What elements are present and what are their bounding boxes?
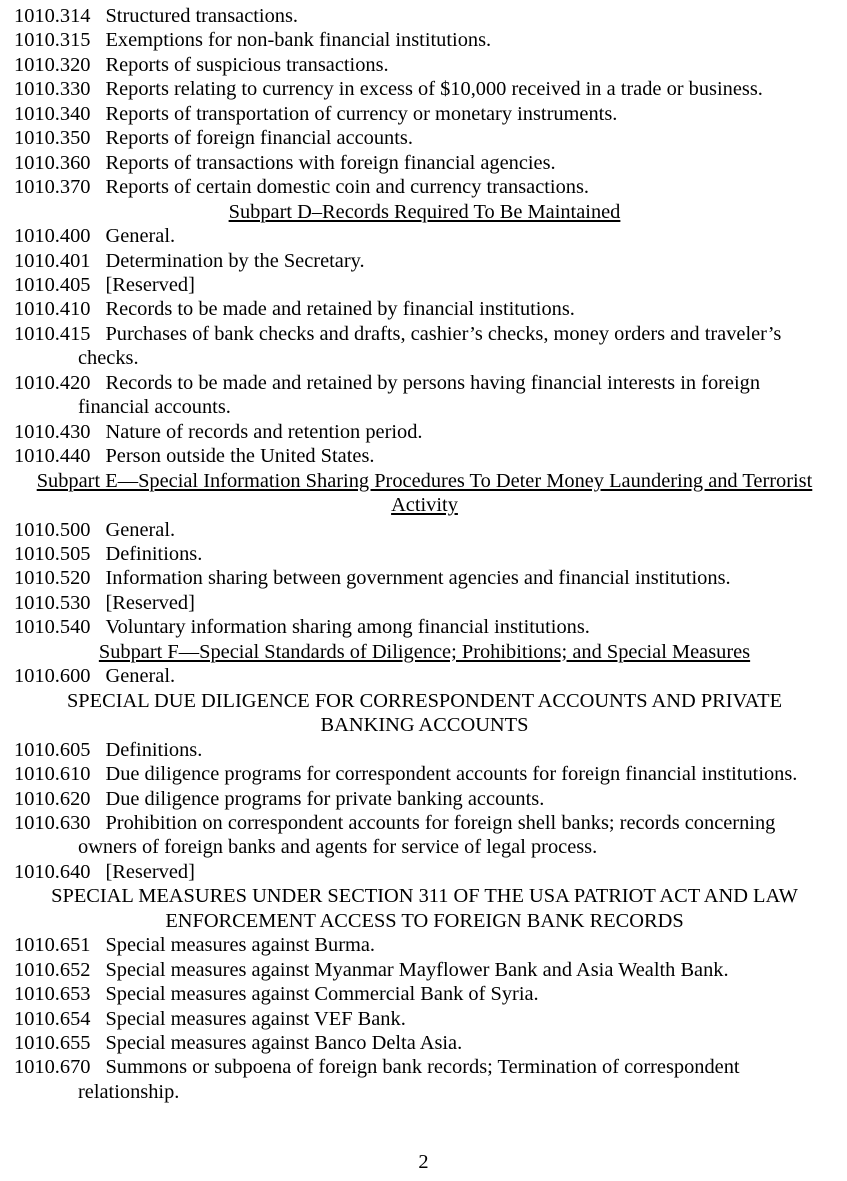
toc-entry-line — [14, 224, 835, 248]
toc-entry-line — [14, 53, 835, 77]
section-title: [Reserved] — [105, 591, 195, 614]
section-number: 1010.670 — [14, 1056, 91, 1079]
section-title: Person outside the United States. — [105, 445, 375, 468]
section-number: 1010.651 — [14, 934, 91, 957]
section-title: Special measures against Banco Delta Asia. — [105, 1032, 463, 1055]
section-title: Exemptions for non-bank financial institutions. — [105, 29, 492, 52]
section-title: Determination by the Secretary. — [105, 249, 365, 272]
section-number: 1010.500 — [14, 518, 91, 541]
toc-entry-line — [14, 420, 835, 444]
section-number: 1010.350 — [14, 127, 91, 150]
toc-entry-line — [14, 249, 835, 273]
section-title: Reports of transportation of currency or monetary instruments. — [105, 102, 618, 125]
section-title: Reports of foreign financial accounts. — [105, 127, 413, 150]
section-title: Summons or subpoena of foreign bank records; Termination of correspondent — [105, 1056, 740, 1079]
toc-entry — [14, 1055, 835, 1104]
section-group-heading: SPECIAL DUE DILIGENCE FOR CORRESPONDENT ACCOUNTS AND PRIVATE — [66, 689, 783, 712]
toc-entry — [14, 518, 835, 542]
subpart-heading: Subpart F—Special Standards of Diligence; Prohibitions; and Special Measures — [98, 640, 751, 663]
section-title-continuation: checks. — [78, 347, 139, 370]
toc-entry — [14, 175, 835, 199]
section-number: 1010.655 — [14, 1032, 91, 1055]
toc-entry — [14, 4, 835, 28]
toc-entry-line — [14, 322, 835, 346]
toc-entry — [14, 444, 835, 468]
toc-entry-line — [14, 4, 835, 28]
section-number: 1010.420 — [14, 371, 91, 394]
section-title: Definitions. — [105, 738, 203, 761]
toc-entry-line — [14, 811, 835, 835]
section-title: Due diligence programs for private banking accounts. — [105, 787, 545, 810]
section-title: Due diligence programs for correspondent accounts for foreign financial institutions. — [105, 763, 798, 786]
section-title: Information sharing between government agencies and financial institutions. — [105, 567, 731, 590]
subpart-heading: Activity — [391, 494, 458, 517]
section-number: 1010.340 — [14, 102, 91, 125]
toc-entry — [14, 591, 835, 615]
section-number: 1010.401 — [14, 249, 91, 272]
section-title-continuation: owners of foreign banks and agents for service of legal process. — [78, 836, 598, 859]
toc-entry — [14, 542, 835, 566]
toc-entry — [14, 615, 835, 639]
section-title: [Reserved] — [105, 273, 195, 296]
toc-entry — [14, 811, 835, 860]
section-number: 1010.314 — [14, 5, 91, 27]
section-title: Voluntary information sharing among financial institutions. — [105, 616, 590, 639]
section-number: 1010.400 — [14, 225, 91, 248]
toc-entry-line — [14, 542, 835, 566]
section-number: 1010.620 — [14, 787, 91, 810]
section-number: 1010.410 — [14, 298, 91, 321]
section-number: 1010.505 — [14, 542, 91, 565]
section-title: Special measures against Commercial Bank of Syria. — [105, 983, 539, 1006]
toc-entry-line — [14, 982, 835, 1006]
toc-entry-line — [14, 762, 835, 786]
toc-entry-line — [14, 958, 835, 982]
section-number: 1010.330 — [14, 78, 91, 101]
toc-entry-line — [14, 566, 835, 590]
toc-entry — [14, 77, 835, 101]
section-number: 1010.430 — [14, 420, 91, 443]
section-title: Records to be made and retained by persons having financial interests in foreign — [105, 371, 761, 394]
section-title: Nature of records and retention period. — [105, 420, 423, 443]
section-title-continuation: financial accounts. — [78, 396, 231, 419]
section-title: General. — [105, 225, 176, 248]
toc-entry — [14, 933, 835, 957]
section-title: Records to be made and retained by financial institutions. — [105, 298, 575, 321]
section-title: Special measures against Burma. — [105, 934, 375, 957]
section-group-heading: SPECIAL MEASURES UNDER SECTION 311 OF THE USA PATRIOT ACT AND LAW — [51, 885, 798, 908]
toc-entry-line — [14, 787, 835, 811]
section-number: 1010.440 — [14, 445, 91, 468]
section-number: 1010.652 — [14, 958, 91, 981]
section-number: 1010.315 — [14, 29, 91, 52]
toc-entry — [14, 420, 835, 444]
toc-entry — [14, 151, 835, 175]
toc-entry — [14, 1007, 835, 1031]
toc-entry-line — [14, 664, 835, 688]
toc-entry-line — [14, 518, 835, 542]
section-number: 1010.405 — [14, 273, 91, 296]
section-number: 1010.640 — [14, 860, 91, 883]
toc-entry — [14, 273, 835, 297]
toc-entry — [14, 860, 835, 884]
section-title: Special measures against Myanmar Mayflower Bank and Asia Wealth Bank. — [105, 958, 729, 981]
table-of-contents — [14, 4, 835, 1104]
toc-entry — [14, 664, 835, 688]
section-number: 1010.415 — [14, 322, 91, 345]
section-number: 1010.370 — [14, 176, 91, 199]
toc-entry — [14, 224, 835, 248]
section-number: 1010.653 — [14, 983, 91, 1006]
toc-entry-line — [14, 28, 835, 52]
section-number: 1010.654 — [14, 1007, 91, 1030]
toc-entry-line — [14, 860, 835, 884]
toc-entry-line — [14, 151, 835, 175]
toc-entry — [14, 297, 835, 321]
toc-entry-line — [14, 1031, 835, 1055]
subpart-heading: Subpart E—Special Information Sharing Procedures To Deter Money Laundering and Terrorist — [36, 469, 813, 492]
toc-entry-line — [14, 1055, 835, 1079]
section-number: 1010.360 — [14, 151, 91, 174]
section-title-continuation: relationship. — [78, 1080, 180, 1103]
section-number: 1010.530 — [14, 591, 91, 614]
toc-entry-line — [14, 297, 835, 321]
section-title: Definitions. — [105, 542, 203, 565]
section-title: Prohibition on correspondent accounts for foreign shell banks; records concerning — [105, 811, 776, 834]
toc-entry — [14, 787, 835, 811]
section-title: Reports of certain domestic coin and currency transactions. — [105, 176, 590, 199]
section-number: 1010.520 — [14, 567, 91, 590]
toc-entry — [14, 958, 835, 982]
toc-entry — [14, 126, 835, 150]
toc-entry-line — [14, 1007, 835, 1031]
section-group-heading: BANKING ACCOUNTS — [320, 714, 529, 737]
toc-entry-line — [14, 444, 835, 468]
toc-entry-line — [14, 738, 835, 762]
section-number: 1010.540 — [14, 616, 91, 639]
toc-entry-line — [14, 102, 835, 126]
toc-entry-line — [14, 371, 835, 395]
toc-entry — [14, 102, 835, 126]
toc-entry — [14, 28, 835, 52]
section-title: General. — [105, 518, 176, 541]
section-number: 1010.610 — [14, 763, 91, 786]
toc-entry — [14, 371, 835, 420]
page-number: 2 — [418, 1151, 429, 1173]
section-title: Reports of suspicious transactions. — [105, 53, 389, 76]
subpart-heading: Subpart D–Records Required To Be Maintained — [228, 200, 621, 223]
toc-entry-line — [14, 615, 835, 639]
section-title: Reports relating to currency in excess of $10,000 received in a trade or business. — [105, 78, 763, 101]
toc-entry — [14, 762, 835, 786]
section-title: General. — [105, 665, 176, 688]
section-number: 1010.320 — [14, 53, 91, 76]
toc-entry-line — [14, 77, 835, 101]
toc-entry — [14, 566, 835, 590]
section-title: [Reserved] — [105, 860, 195, 883]
section-number: 1010.600 — [14, 665, 91, 688]
toc-entry-line — [14, 175, 835, 199]
section-number: 1010.605 — [14, 738, 91, 761]
toc-entry-line — [14, 591, 835, 615]
section-title: Structured transactions. — [105, 5, 298, 27]
section-title: Purchases of bank checks and drafts, cashier’s checks, money orders and traveler’s — [105, 322, 782, 345]
toc-entry-line — [14, 933, 835, 957]
section-group-heading: ENFORCEMENT ACCESS TO FOREIGN BANK RECORDS — [165, 909, 684, 932]
toc-entry — [14, 1031, 835, 1055]
toc-entry-line — [14, 126, 835, 150]
toc-entry — [14, 249, 835, 273]
toc-entry — [14, 738, 835, 762]
section-number: 1010.630 — [14, 811, 91, 834]
toc-entry — [14, 53, 835, 77]
section-title: Reports of transactions with foreign financial agencies. — [105, 151, 556, 174]
section-title: Special measures against VEF Bank. — [105, 1007, 406, 1030]
toc-entry-line — [14, 273, 835, 297]
toc-entry — [14, 982, 835, 1006]
toc-entry — [14, 322, 835, 371]
